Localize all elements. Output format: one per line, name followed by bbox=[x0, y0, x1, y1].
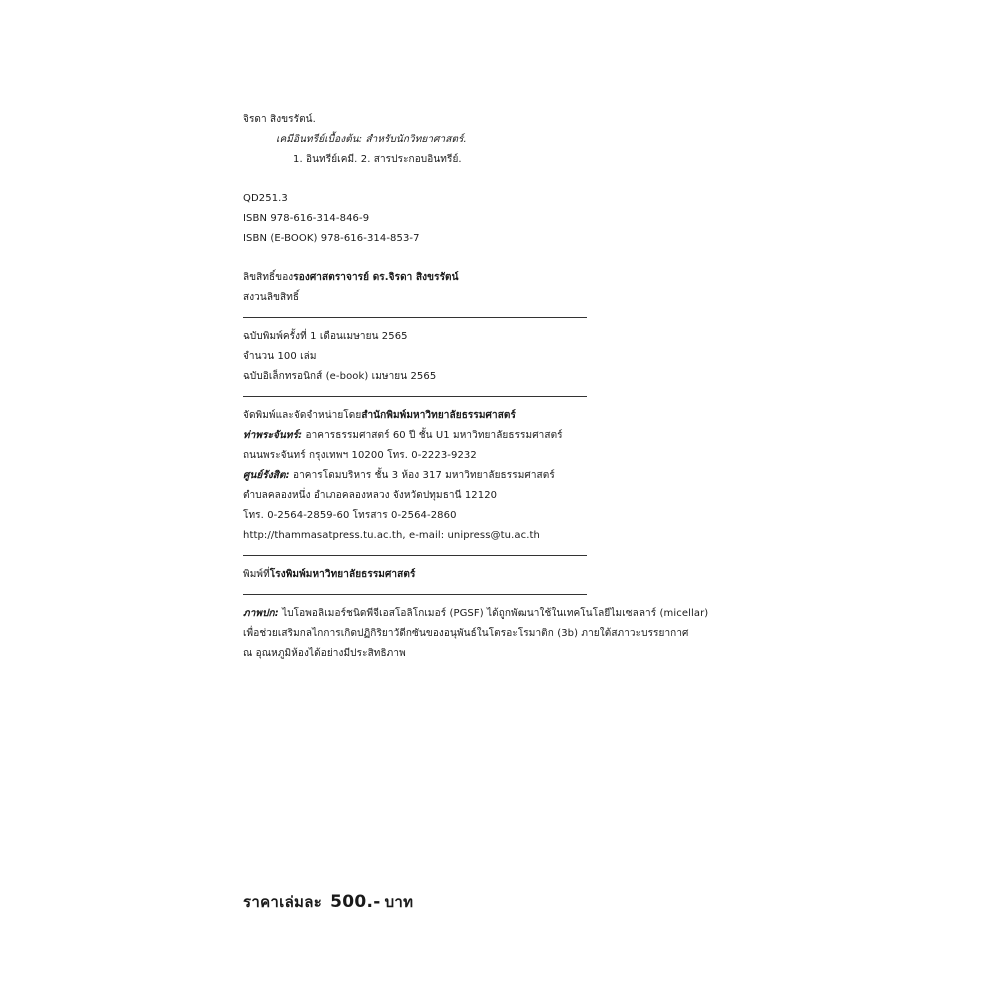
publisher-intro: จัดพิมพ์และจัดจำหน่ายโดย bbox=[243, 410, 362, 421]
printer-line bbox=[243, 565, 763, 585]
copyright-prefix: ลิขสิทธิ์ของ bbox=[243, 272, 294, 283]
price-amount: 500.- bbox=[330, 892, 381, 912]
divider bbox=[243, 396, 587, 397]
catalog-author: จิรดา สิงขรรัตน์. bbox=[243, 114, 316, 125]
divider bbox=[243, 594, 587, 595]
divider bbox=[243, 555, 587, 556]
publisher-phone: โทร. 0-2564-2859-60 โทรสาร 0-2564-2860 bbox=[243, 510, 457, 521]
cover-label: ภาพปก: bbox=[243, 608, 279, 619]
rangsit-label: ศูนย์รังสิต: bbox=[243, 470, 290, 481]
tha-prachan-address-text: อาคารธรรมศาสตร์ 60 ปี ชั้น U1 มหาวิทยาลัยธรรมศาสตร์ bbox=[302, 430, 563, 441]
edition-ebook: ฉบับอิเล็กทรอนิกส์ (e-book) เมษายน 2565 bbox=[243, 371, 437, 382]
cover-line-2: เพื่อช่วยเสริมกลไกการเกิดปฏิกิริยาวัดีกซันของอนุพันธ์ในโตรอะโรมาติก (3b) ภายใต้สภาวะบรรยากาศ bbox=[243, 628, 689, 639]
catalog-subjects: 1. อินทรีย์เคมี. 2. สารประกอบอินทรีย์. bbox=[293, 154, 462, 165]
publisher-web: http://thammasatpress.tu.ac.th, e-mail: unipress@tu.ac.th bbox=[243, 530, 540, 541]
printer-prefix: พิมพ์ที่ bbox=[243, 569, 270, 580]
isbn: ISBN 978-616-314-846-9 bbox=[243, 213, 370, 224]
tha-prachan-label: ท่าพระจันทร์: bbox=[243, 430, 303, 441]
rangsit-address-2: ตำบลคลองหนึ่ง อำเภอคลองหลวง จังหวัดปทุมธานี 12120 bbox=[243, 490, 498, 501]
publisher-name: สำนักพิมพ์มหาวิทยาลัยธรรมศาสตร์ bbox=[361, 410, 516, 421]
price-unit: บาท bbox=[384, 893, 414, 911]
copyright-holder: รองศาสตราจารย์ ดร.จิรดา สิงขรรัตน์ bbox=[293, 272, 459, 283]
divider bbox=[243, 317, 587, 318]
cover-description bbox=[243, 604, 763, 624]
edition-copies: จำนวน 100 เล่ม bbox=[243, 351, 317, 362]
cover-line-1: ไบโอพอลิเมอร์ชนิดพีจีเอสโอลิโกเมอร์ (PGSF) ได้ถูกพัฒนาใช้ในเทคโนโลยีไมเซลลาร์ (micellar) bbox=[278, 608, 709, 619]
copyright-holder-line bbox=[243, 268, 763, 288]
copyright-reserved: สงวนลิขสิทธิ์ bbox=[243, 292, 300, 303]
catalog-title: เคมีอินทรีย์เบื้องต้น: สำหรับนักวิทยาศาสตร์. bbox=[276, 134, 467, 145]
price bbox=[243, 890, 413, 914]
isbn-ebook: ISBN (E-BOOK) 978-616-314-853-7 bbox=[243, 233, 420, 244]
tha-prachan-address-2: ถนนพระจันทร์ กรุงเทพฯ 10200 โทร. 0-2223-9232 bbox=[243, 450, 477, 461]
cover-line-3: ณ อุณหภูมิห้องได้อย่างมีประสิทธิภาพ bbox=[243, 648, 406, 659]
tha-prachan-address bbox=[243, 426, 763, 446]
copyright-page bbox=[243, 110, 763, 664]
classification-number: QD251.3 bbox=[243, 193, 288, 204]
rangsit-address-text: อาคารโดมบริหาร ชั้น 3 ห้อง 317 มหาวิทยาลัยธรรมศาสตร์ bbox=[289, 470, 555, 481]
printer-name: โรงพิมพ์มหาวิทยาลัยธรรมศาสตร์ bbox=[269, 569, 416, 580]
rangsit-address bbox=[243, 466, 763, 486]
publisher-line bbox=[243, 406, 763, 426]
edition-first-print: ฉบับพิมพ์ครั้งที่ 1 เดือนเมษายน 2565 bbox=[243, 331, 408, 342]
price-label: ราคาเล่มละ bbox=[243, 893, 323, 911]
